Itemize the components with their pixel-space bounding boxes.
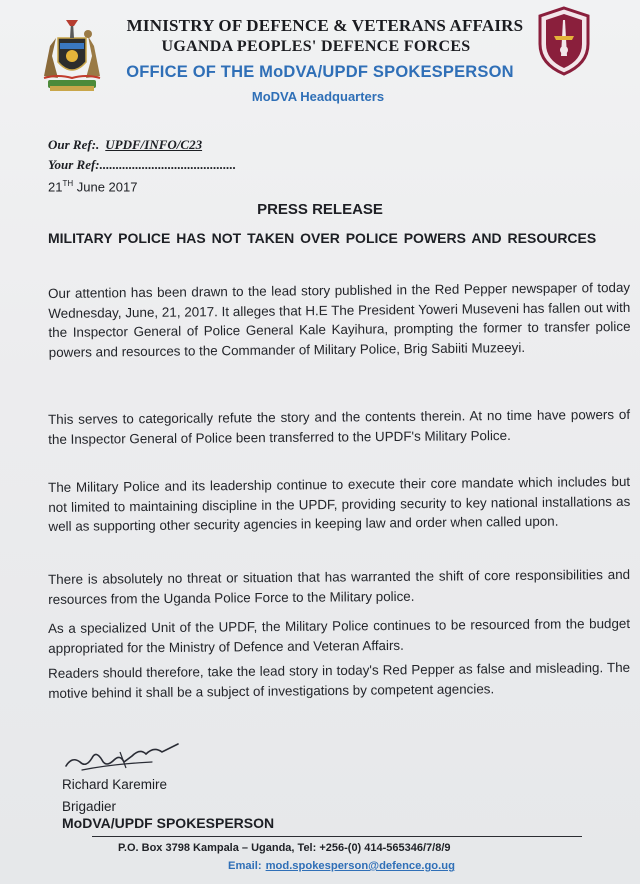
document-title: PRESS RELEASE — [257, 201, 383, 218]
signatory-rank: Brigadier — [62, 799, 117, 814]
paragraph: This serves to categorically refute the story and the contents therein. At no time have powers of the Inspector General of Police been transferred to the UPDF's Military Police. — [48, 406, 631, 447]
headquarters-name: MoDVA Headquarters — [251, 89, 385, 104]
email-label: Email: — [228, 860, 262, 872]
signatory-title: MoDVA/UPDF SPOKESPERSON — [62, 815, 275, 831]
subject-heading: MILITARY POLICE HAS NOT TAKEN OVER POLICE POWERS AND RESOURCES — [48, 230, 597, 246]
handwritten-signature — [62, 738, 192, 776]
signatory-name: Richard Karemire — [62, 777, 168, 792]
footer-divider — [92, 836, 582, 837]
your-ref-label: Your Ref:.......................................... — [48, 157, 237, 172]
paragraph: The Military Police and its leadership continue to execute their core mandate which includes but not limited to maintaining discipline in the UPDF, providing security to key national installations as well as supporting other security agencies in keeping law and order when called upon. — [48, 473, 631, 535]
office-name: OFFICE OF THE MoDVA/UPDF SPOKESPERSON — [126, 63, 514, 81]
our-ref-label: Our Ref:. — [48, 137, 100, 152]
our-ref-value: UPDF/INFO/C23 — [105, 137, 203, 152]
paragraph: As a specialized Unit of the UPDF, the Military Police continues to be resourced from the budget appropriated for the Ministry of Defence and Veteran Affairs. — [48, 615, 631, 656]
paragraph: Our attention has been drawn to the lead story published in the Red Pepper newspaper of today Wednesday, June, 21, 2017. It alleges that H.E The President Yoweri Museveni has fallen out with the Inspector General of Police General Kale Kayihura, prompting the former to transfer police powers and resources to the Commander of Military Police, Brig Sabiiti Muzeeyi. — [48, 279, 631, 360]
date-rest: June 2017 — [73, 179, 138, 195]
footer-address: P.O. Box 3798 Kampala – Uganda, Tel: +256-(0) 414-565346/7/8/9 — [118, 842, 451, 854]
paragraph: There is absolutely no threat or situation that has warranted the shift of core responsibilities and resources from the Uganda Police Force to the Military police. — [48, 566, 631, 607]
release-date — [48, 179, 137, 194]
paragraph: Readers should therefore, take the lead story in today's Red Pepper as false and misleading. The motive behind it shall be a subject of investigations by competent agencies. — [48, 659, 631, 701]
our-reference — [48, 137, 202, 153]
email-link[interactable]: mod.spokesperson@defence.go.ug — [265, 860, 455, 872]
date-suffix: TH — [62, 179, 74, 188]
footer-email — [228, 860, 455, 872]
your-reference — [48, 157, 236, 173]
forces-name: UGANDA PEOPLES' DEFENCE FORCES — [161, 38, 471, 55]
date-day: 21 — [48, 179, 63, 195]
ministry-name: MINISTRY OF DEFENCE & VETERANS AFFAIRS — [126, 16, 524, 35]
